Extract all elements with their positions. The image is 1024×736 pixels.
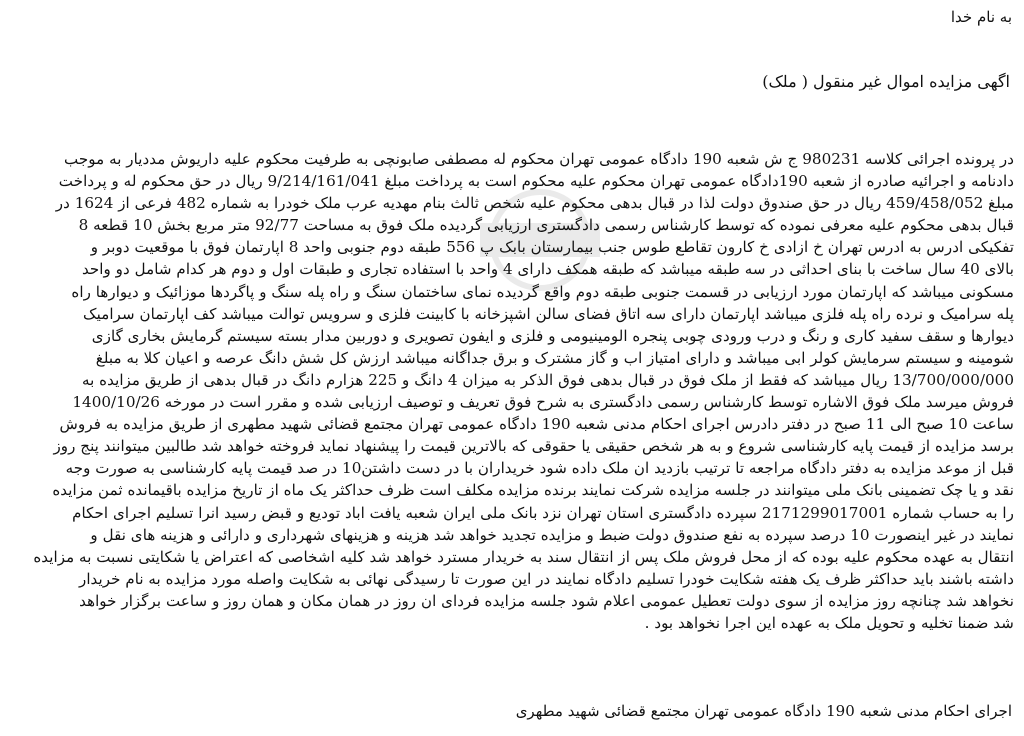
body-line: داشته باشند باید حداکثر ظرف یک هفته شکایت خودرا تسلیم دادگاه نمایند در این صورت تا رسیدگی نهائی به شکایت واصله مورد مزایده به نام خریدار — [78, 569, 1014, 588]
notice-body — [6, 148, 1014, 634]
body-line: تفکیکی ادرس به ادرس تهران خ ازادی خ کارون تقاطع طوس جنب بیمارستان بابک پ 556 طبقه دوم جنوبی واحد 8 اپارتمان فوق با موقعیت دوبر و — [90, 238, 1014, 257]
body-line: برسد مزایده از قیمت پایه کارشناسی شروع و به هر شخص حقیقی یا حقوقی که بالاترین قیمت را پیشنهاد نماید فروخته خواهد شد طالبین میتوانند پنج روز — [53, 437, 1014, 456]
body-line: نخواهد شد چنانچه روز مزایده از سوی دولت تعطیل عمومی اعلام شود جلسه مزایده فردای ان روز در همان مکان و همان روز و ساعت برگزار خواهد — [79, 591, 1014, 610]
body-line: شد ضمنا تخلیه و تحویل ملک به عهده این اجرا نخواهد بود . — [644, 613, 1014, 632]
body-line: قبال بدهی محکوم علیه معرفی نموده که توسط کارشناس رسمی دادگستری ارزیابی گردیده ملک فوق به مساحت 92/77 متر مربع بخش 10 قطعه 8 — [78, 216, 1014, 235]
basmala-heading: به نام خدا — [950, 8, 1012, 26]
body-line: فروش میرسد ملک فوق الاشاره توسط کارشناس رسمی دادگستری به شرح فوق تعریف و توصیف ارزیابی شده و مقرر است در مورخه 1400/10/26 — [72, 393, 1014, 412]
body-line: پله سرامیک و نرده راه پله فلزی میباشد اپارتمان دارای سه اتاق فضای سالن اشپزخانه با کابینت فلزی و سرویس توالت میباشد کف اپارتمان سرامیک — [83, 304, 1014, 323]
body-line: 13/700/000/000 ریال میباشد که فقط از ملک فوق در قبال بدهی فوق الذکر به میزان 4 دانگ و 225 هزارم دانگ در قبال بدهی از طریق مزایده به — [81, 370, 1014, 389]
body-line: ساعت 10 صبح الی 11 صبح در دفتر دادرس اجرای احکام مدنی شعبه 190 دادگاه عمومی تهران مجتمع قضائی شهید مطهری از طریق مزایده به فروش — [59, 415, 1014, 434]
body-line: بالای 40 سال ساخت با بنای احداثی در سه طبقه میباشد که طبقه همکف دارای 4 واحد با استفاده تجاری و طبقات اول و دوم هر کدام شامل دو واحد — [81, 260, 1014, 279]
body-line: مسکونی میباشد که اپارتمان مورد ارزیابی در قسمت جنوبی طبقه دوم واقع گردیده نمای ساختمان سنگ و راه پله سنگ و پاگردها موزائیک و دیوارها راه — [71, 282, 1014, 301]
body-line: انتقال به عهده محکوم علیه بوده که از محل فروش ملک پس از انتقال سند به خریدار مسترد خواهد شد کلیه اشخاصی که اعتراض یا شکایتی نسبت به مزایده — [33, 547, 1014, 566]
body-line: در پرونده اجرائی کلاسه 980231 ج ش شعبه 190 دادگاه عمومی تهران محکوم له مصطفی صابونچی به طرفیت محکوم علیه داریوش مددیار به موجب — [64, 150, 1014, 168]
body-line: دیوارها و سقف سفید کاری و رنگ و درب ورودی چوبی پنجره الومینیومی و فلزی و ایفون تصویری و دوربین مدار بسته سیستم گرمایش بخاری گازی — [91, 326, 1014, 345]
body-line: را به حساب شماره 2171299017001 سپرده دادگستری استان تهران نزد بانک ملی ایران شعبه یافت اباد تودیع و قبض رسید انرا تسلیم اجرای احکام — [72, 503, 1014, 522]
body-line: نقد و یا چک تضمینی بانک ملی میتوانند در جلسه مزایده شرکت نمایند برنده مزایده مکلف است ظرف حداکثر یک ماه از تاریخ مزایده باقیمانده ثمن مزایده — [52, 481, 1014, 500]
notice-title: اگهی مزایده اموال غیر منقول ( ملک) — [762, 72, 1010, 91]
body-line: شومینه و سیستم سرمایش کولر ابی میباشد و دارای امتیاز اب و گاز مشترک و برق جداگانه میباشد ارزش کل شش دانگ عرصه و اعیان کلا به مبلغ — [95, 348, 1014, 367]
body-line: دادنامه و اجرائیه صادره از شعبه 190دادگاه عمومی تهران محکوم علیه محکوم است به پرداخت مبلغ 9/214/161/041 ریال در حق محکوم له و پرداخت — [58, 172, 1014, 191]
signature-line: اجرای احکام مدنی شعبه 190 دادگاه عمومی تهران مجتمع قضائی شهید مطهری — [515, 702, 1012, 720]
body-line: نمایند در غیر اینصورت 10 درصد سپرده به نفع صندوق دولت ضبط و مزایده تجدید خواهد شد هزینه و هزینهای شهرداری و دارائی و هزینه های نقل و — [90, 525, 1014, 544]
body-line: قبل از موعد مزایده به دفتر دادگاه مراجعه تا ترتیب بازدید ان ملک داده شود خریداران با در دست داشتن10 در صد قیمت پایه کارشناسی به صورت وجه — [65, 459, 1014, 478]
body-line: مبلغ 459/458/052 ریال در حق صندوق دولت لذا در قبال بدهی محکوم علیه شخص ثالث بنام مهدیه عرب ملک خودرا به شماره 482 فرعی از 1624 در — [55, 194, 1014, 213]
